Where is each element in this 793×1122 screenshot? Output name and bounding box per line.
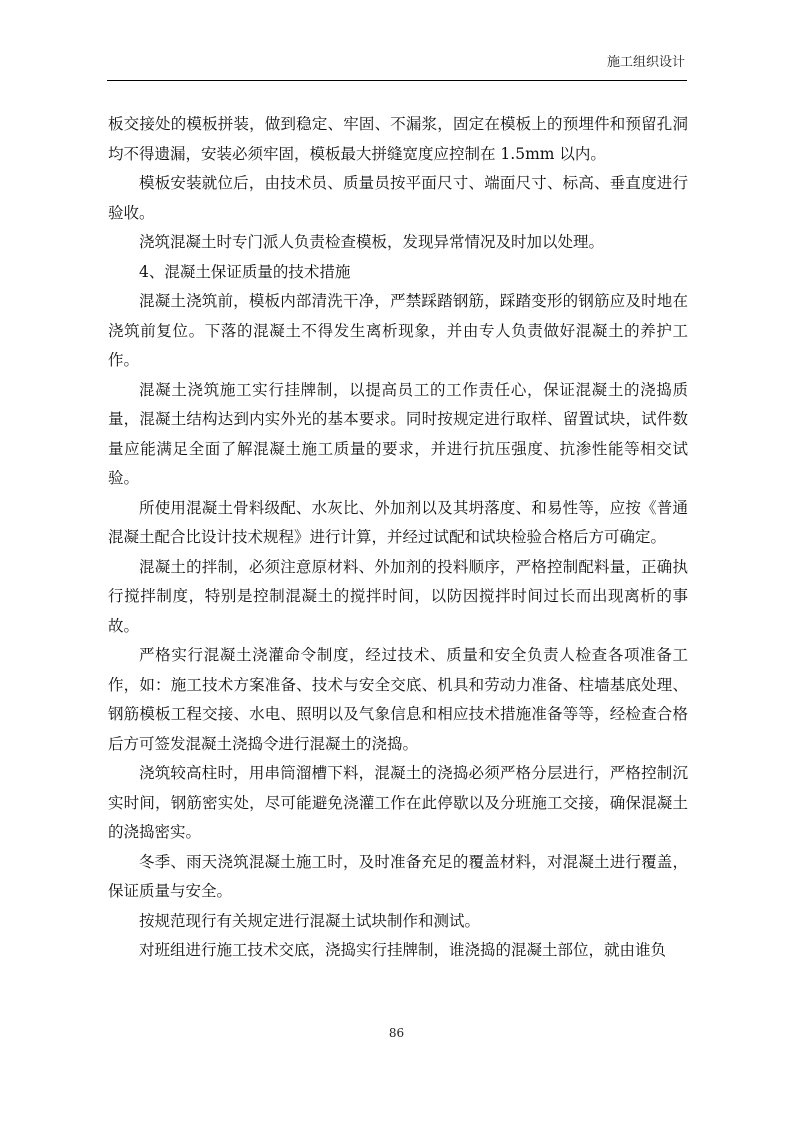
- paragraph: 浇筑较高柱时，用串筒溜槽下料，混凝土的浇捣必须严格分层进行，严格控制沉实时间，钢筋密实处，尽可能避免浇灌工作在此停歇以及分班施工交接，确保混凝土的浇捣密实。: [108, 764, 688, 841]
- paragraph: 浇筑混凝土时专门派人负责检查模板，发现异常情况及时加以处理。: [139, 233, 605, 251]
- paragraph: 板交接处的模板拼装，做到稳定、牢固、不漏浆，固定在模板上的预埋件和预留孔洞均不得遗漏，安装必须牢固，模板最大拼缝宽度应控制在 1.5mm 以内。: [108, 115, 688, 163]
- page-number: 86: [388, 1026, 405, 1040]
- paragraph: 严格实行混凝土浇灌命令制度，经过技术、质量和安全负责人检查各项准备工作，如：施工技术方案准备、技术与安全交底、机具和劳动力准备、柱墙基底处理、钢筋模板工程交接、水电、照明以及气象信息和相应技术措施准备等等，经检查合格后方可签发混凝土浇捣令进行混凝土的浇捣。: [108, 646, 688, 753]
- paragraph: 模板安装就位后，由技术员、质量员按平面尺寸、端面尺寸、标高、垂直度进行验收。: [108, 174, 688, 222]
- header-title: 施工组织设计: [606, 55, 685, 70]
- paragraph: 对班组进行施工技术交底，浇捣实行挂牌制，谁浇捣的混凝土部位，就由谁负: [139, 941, 667, 959]
- section-heading: 4、混凝土保证质量的技术措施: [139, 262, 351, 281]
- paragraph: 按规范现行有关规定进行混凝土试块制作和测试。: [139, 911, 481, 930]
- paragraph: 混凝土浇筑前，模板内部清洗干净，严禁踩踏钢筋，踩踏变形的钢筋应及时地在浇筑前复位。下落的混凝土不得发生离析现象，并由专人负责做好混凝土的养护工作。: [108, 292, 688, 369]
- page-header: [0, 0, 793, 82]
- paragraph: 所使用混凝土骨料级配、水灰比、外加剂以及其坍落度、和易性等，应按《普通混凝土配合比设计技术规程》进行计算，并经过试配和试块检验合格后方可确定。: [108, 498, 688, 546]
- body-text: [108, 110, 688, 966]
- paragraph: 混凝土浇筑施工实行挂牌制，以提高员工的工作责任心，保证混凝土的浇捣质量，混凝土结构达到内实外光的基本要求。同时按规定进行取样、留置试块，试件数量应能满足全面了解混凝土施工质量的要求，并进行抗压强度、抗渗性能等相交试验。: [108, 380, 688, 487]
- paragraph: 混凝土的拌制，必须注意原材料、外加剂的投料顺序，严格控制配料量，正确执行搅拌制度，特别是控制混凝土的搅拌时间，以防因搅拌时间过长而出现离析的事故。: [108, 557, 688, 635]
- paragraph: 冬季、雨天浇筑混凝土施工时，及时准备充足的覆盖材料，对混凝土进行覆盖，保证质量与安全。: [108, 852, 688, 900]
- header-divider: [107, 80, 687, 81]
